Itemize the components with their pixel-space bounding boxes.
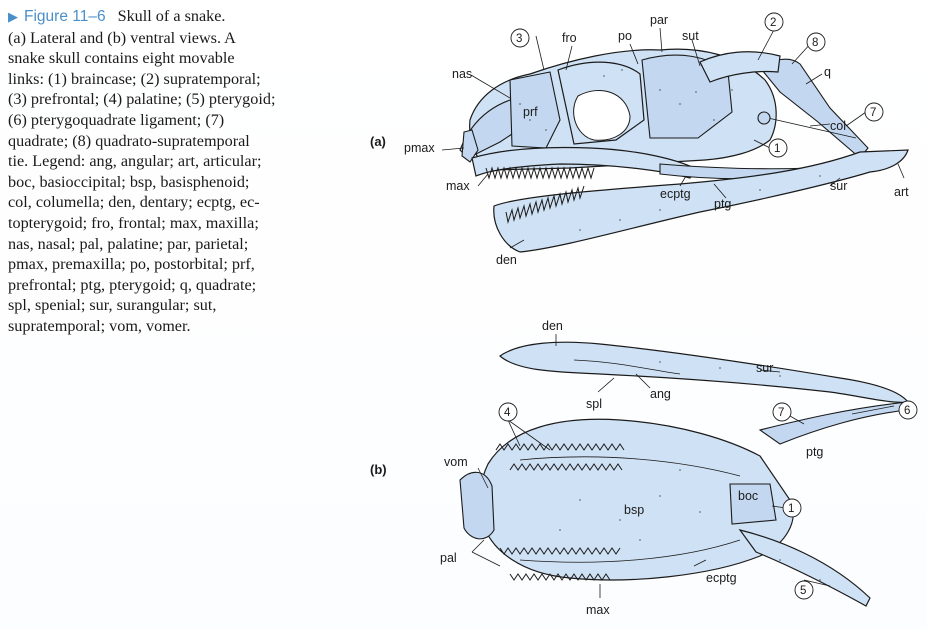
label-sur: sur [830, 179, 848, 193]
label-prf: prf [523, 105, 538, 119]
label-fro: fro [562, 31, 577, 45]
marker-7-b [773, 403, 791, 421]
caption-line: prefrontal; ptg, pterygoid; q, quadrate; [8, 275, 257, 294]
svg-text:7: 7 [778, 407, 785, 419]
svg-text:1: 1 [774, 143, 781, 155]
skull-drawing-svg [360, 0, 927, 629]
label-ecptg: ecptg [660, 187, 691, 201]
caption-line: topterygoid; fro, frontal; max, maxilla; [8, 213, 259, 232]
caption-line: spl, spenial; sur, surangular; sut, [8, 296, 217, 315]
caption-line: (3) prefrontal; (4) palatine; (5) pterygoid; [8, 90, 276, 109]
label-pal: pal [440, 551, 457, 565]
caption-line: supratemporal; vom, vomer. [8, 316, 191, 335]
svg-text:1: 1 [788, 503, 795, 515]
marker-4 [499, 403, 517, 421]
label-bsp: bsp [624, 503, 645, 517]
caption-line: pmax, premaxilla; po, postorbital; prf, [8, 255, 255, 274]
figure-caption [8, 6, 348, 337]
label-ecptg-b: ecptg [706, 571, 737, 585]
label-q: q [824, 65, 831, 79]
label-max-b: max [586, 603, 610, 617]
figure-title: Skull of a snake. [117, 7, 226, 25]
caption-line: boc, basioccipital; bsp, basisphenoid; [8, 172, 250, 191]
svg-text:3: 3 [516, 33, 523, 45]
label-sut: sut [682, 29, 699, 43]
label-art: art [894, 185, 909, 199]
caption-line: (6) pterygoquadrate ligament; (7) [8, 110, 225, 129]
label-boc: boc [738, 489, 759, 503]
skull-illustration [360, 0, 927, 629]
svg-text:8: 8 [812, 37, 819, 49]
svg-text:2: 2 [770, 17, 777, 29]
marker-6 [899, 401, 917, 419]
label-par: par [650, 13, 669, 27]
svg-text:4: 4 [504, 407, 511, 419]
label-po: po [618, 29, 632, 43]
label-col: col [830, 119, 846, 133]
marker-3 [511, 29, 529, 47]
label-pmax: pmax [404, 141, 435, 155]
marker-8 [807, 33, 825, 51]
label-sur-b: sur [756, 361, 774, 375]
caption-line: (a) Lateral and (b) ventral views. A [8, 28, 236, 47]
label-max: max [446, 179, 470, 193]
ventral-view [370, 319, 917, 617]
label-vom: vom [444, 455, 468, 469]
label-ptg-b: ptg [806, 445, 824, 459]
triangle-marker-icon: ▶ [8, 9, 18, 24]
caption-line: tie. Legend: ang, angular; art, articular; [8, 152, 262, 171]
caption-line: quadrate; (8) quadrato-supratemporal [8, 131, 250, 150]
marker-5 [795, 581, 813, 599]
label-ang: ang [650, 387, 671, 401]
panel-a-label: (a) [370, 134, 386, 149]
svg-text:6: 6 [904, 405, 911, 417]
label-spl: spl [586, 397, 602, 411]
label-nas: nas [452, 67, 473, 81]
caption-heading [8, 6, 348, 28]
panel-b-label: (b) [370, 462, 387, 477]
label-den: den [496, 253, 517, 267]
svg-text:7: 7 [870, 107, 877, 119]
marker-2 [765, 13, 783, 31]
caption-line: nas, nasal; pal, palatine; par, parietal; [8, 234, 249, 253]
marker-7 [865, 103, 883, 121]
svg-text:5: 5 [800, 585, 807, 597]
caption-line: col, columella; den, dentary; ecptg, ec- [8, 193, 260, 212]
marker-1 [769, 139, 787, 157]
figure-number: Figure 11–6 [24, 8, 106, 25]
marker-1-b [783, 499, 801, 517]
label-ptg: ptg [714, 197, 732, 211]
caption-line: snake skull contains eight movable [8, 49, 235, 68]
caption-line: links: (1) braincase; (2) supratemporal; [8, 69, 261, 88]
lateral-view [370, 13, 909, 267]
label-den-b: den [542, 319, 563, 333]
